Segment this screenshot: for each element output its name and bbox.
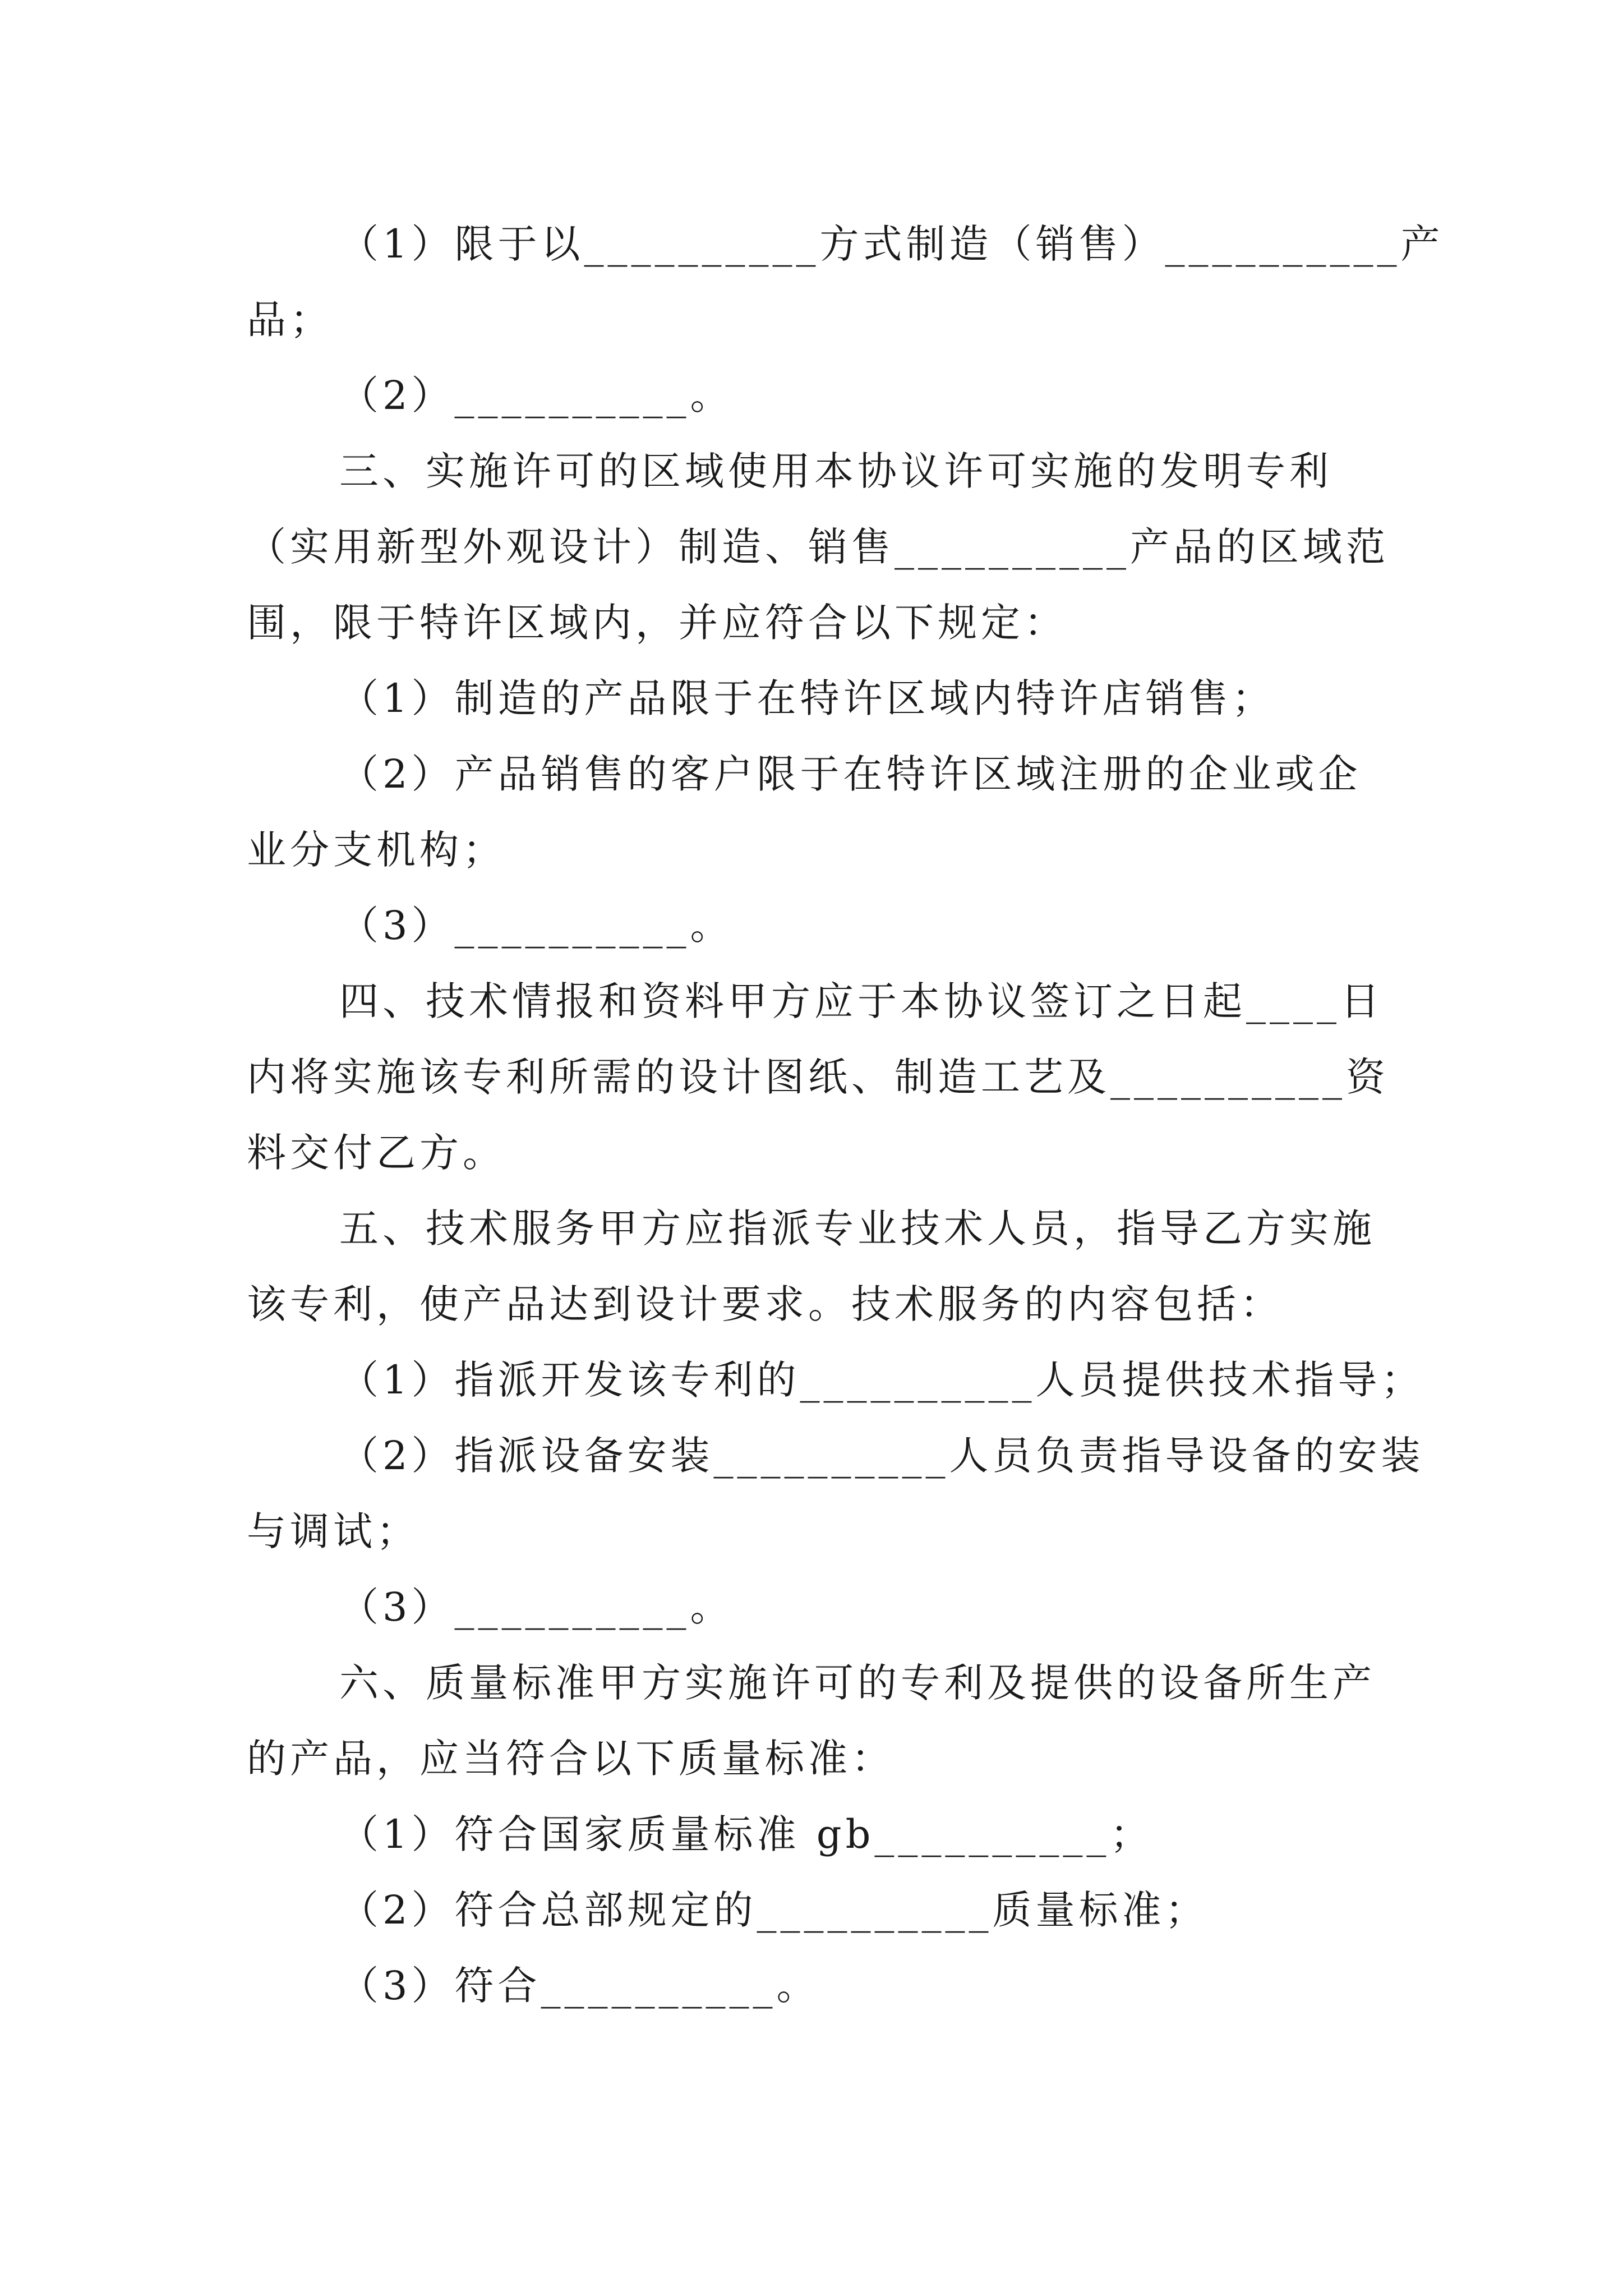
clause-5-item-2-line-2: 与调试；	[247, 1508, 419, 1554]
clause-5-item-2-line-1: （2）指派设备安装__________人员负责指导设备的安装	[339, 1433, 1424, 1479]
clause-3-item-1: （1）制造的产品限于在特许区域内特许店销售；	[339, 675, 1275, 721]
clause-2-item-1-line-2: 品；	[247, 297, 333, 343]
clause-4-line-2: 内将实施该专利所需的设计图纸、制造工艺及__________资	[247, 1054, 1389, 1100]
clause-5-item-3: （3）__________。	[339, 1584, 734, 1630]
clause-6-line-2: 的产品，应当符合以下质量标准：	[247, 1736, 895, 1782]
clause-6-item-1: （1）符合国家质量标准 gb__________；	[339, 1811, 1154, 1857]
clause-6-item-2: （2）符合总部规定的__________质量标准；	[339, 1887, 1209, 1933]
clause-3-line-1: 三、实施许可的区域使用本协议许可实施的发明专利	[339, 448, 1332, 494]
clause-3-line-2: （实用新型外观设计）制造、销售__________产品的区域范	[247, 524, 1389, 570]
clause-3-item-2-line-1: （2）产品销售的客户限于在特许区域注册的企业或企	[339, 751, 1362, 797]
clause-3-line-3: 围，限于特许区域内，并应符合以下规定：	[247, 600, 1067, 646]
clause-2-item-2: （2）__________。	[339, 372, 734, 418]
clause-2-item-1-line-1: （1）限于以__________方式制造（销售）__________产	[339, 221, 1444, 267]
clause-4-line-1: 四、技术情报和资料甲方应于本协议签订之日起____日	[339, 978, 1384, 1024]
clause-3-item-2-line-2: 业分支机构；	[247, 827, 506, 873]
clause-3-item-3: （3）__________。	[339, 903, 734, 949]
clause-6-line-1: 六、质量标准甲方实施许可的专利及提供的设备所生产	[339, 1660, 1376, 1706]
clause-6-item-3: （3）符合__________。	[339, 1963, 820, 2009]
clause-5-item-1: （1）指派开发该专利的__________人员提供技术指导；	[339, 1357, 1424, 1403]
clause-5-line-2: 该专利，使产品达到设计要求。技术服务的内容包括：	[247, 1281, 1283, 1327]
clause-5-line-1: 五、技术服务甲方应指派专业技术人员，指导乙方实施	[339, 1205, 1376, 1251]
clause-4-line-3: 料交付乙方。	[247, 1130, 506, 1176]
